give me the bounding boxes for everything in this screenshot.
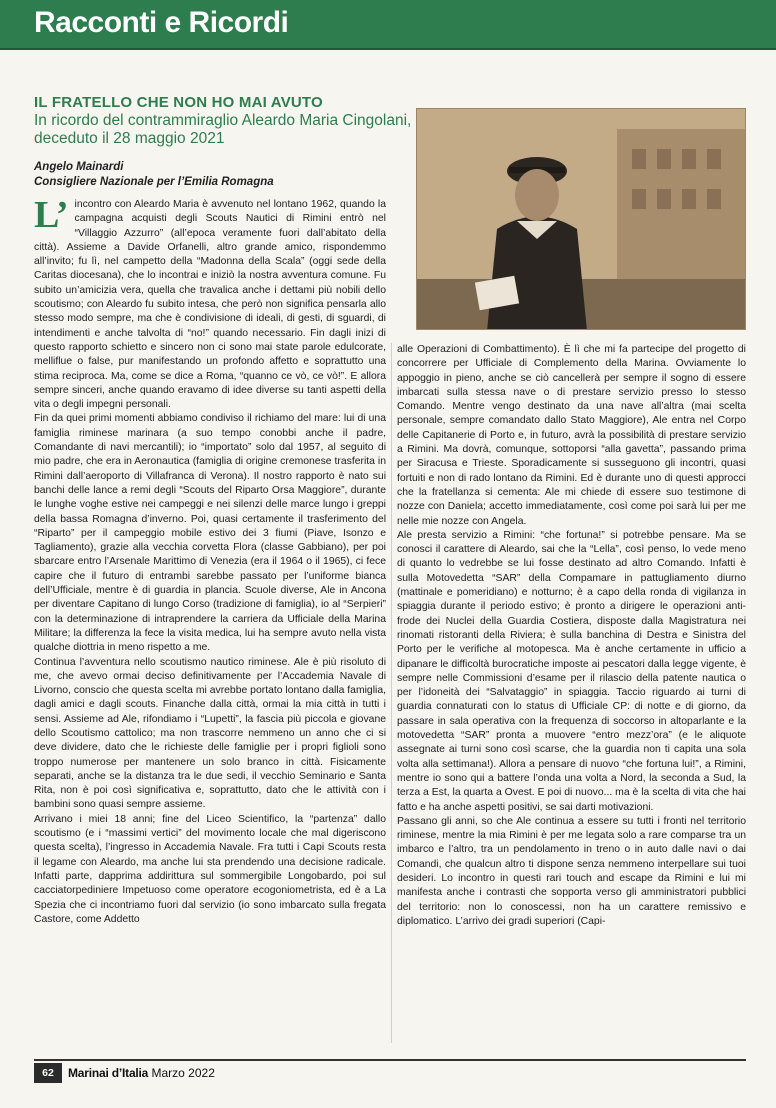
paragraph: Ale presta servizio a Rimini: “che fortuna!” si potrebbe pensare. Ma se conosci il carattere di Aleardo, sai che la “Lella”, così penso, lo vede meno di quanto lo vedrebbe se lui fosse destinato ad altro Comando. Infatti è sulla Motovedetta “SAR” della Compamare in pattugliamento diurno (mattinale e pomeridiano) e notturno; è a capo della ronda di vigilanza in spiaggia durante il periodo estivo; è pronto a dirigere le operazioni anti-frode dei Nuclei della Guardia Costiera, disposte dalla Magistratura nei rinomati ristoranti della Riviera; è sulla banchina di Destra e Sinistra del Porto per le verifiche al motopesca. Ma è anche certamente in ufficio a dipanare le difficoltà burocratiche imposte ai pescatori dalla legge vigente, è sempre nelle Commissioni d’esame per il rilascio della patente nautica o per l’idoneità dei “Salvataggio” in spiaggia. Taccio riguardo ai turni di guardia connaturati con lo status di Ufficiale CP: di notte e di giorno, da passare in sala operativa con la frequenza di soccorso in altoparlante e la motovedetta “SAR” pronta a muovere “entro mezz’ora” (e le aliquote assegnate ai turni sono così scarse, che la guardia non ti capita una sola volta alla settimana!). Allora a pensare di nuovo “che fortuna lui!”, a Rimini, mentre io sono qui a battere l’onda una volta a Nord, la seconda a Sud, la terza a Est, la quarta a Ovest. E poi di nuovo... ma è la scelta di vita che hai fatto e ha anche aspetti positivi, se sai darti motivazioni. (397, 529, 746, 813)
portrait-photo (416, 108, 746, 330)
paragraph: Continua l’avventura nello scoutismo nautico riminese. Ale è più risoluto di me, che avevo ormai deciso definitivamente per l’Accademia Navale di Livorno, conscio che questa scelta mi avrebbe portato lontano dalla famiglia, dagli amici e dagli scouts. Finanche dalla città, ormai la mia città in tutti i sensi. Assieme ad Ale, rifondiamo i “Lupetti”, la fascia più piccola e giovane dello Scoutismo cattolico; ma non trascorre nemmeno un anno che ci si deve dividere, dato che le richieste delle famiglie per i propri figlioli sono troppo numerose per mantenere un solo branco in città. Fisicamente separati, anche se la distanza tra le due sedi, il vecchio Seminario e Santa Rita, non è poi così significativa e, soprattutto, dato che le attività con i bambini sono quasi sempre assieme. (34, 656, 386, 811)
paragraph: Passano gli anni, so che Ale continua a essere su tutti i fronti nel territorio riminese, mentre la mia Rimini è per me legata solo a rare comparse tra un imbarco e l’altro, tra un pendolamento in treno o in auto dalle navi o dai Comandi, che qualcun altro ti dispone senza nemmeno interpellare sui tuoi desideri. Lo incontro in questi rari touch and escape da Rimini e lui mi manifesta anche i contrasti che sopporta verso gli amministratori pubblici del territorio: non lo conoscessi, non ha un carattere remissivo e diplomatico. L’arrivo dei gradi superiori (Capi- (397, 815, 746, 927)
footer-rule (34, 1059, 746, 1061)
drop-cap: L’ (34, 198, 69, 236)
article-subtitle: In ricordo del contrammiraglio Aleardo Maria Cingolani, deceduto il 28 maggio 2021 (34, 112, 412, 147)
article-column-right (397, 343, 746, 1043)
section-banner (0, 0, 776, 50)
article-headline (34, 94, 414, 148)
paragraph: Arrivano i miei 18 anni; fine del Liceo Scientifico, la “partenza” dallo scoutismo (e i “massimi vertici” del movimento locale che mal digeriscono questa scelta), l’ingresso in Accademia Navale. Fra tutti i Capi Scouts resta il legame con Aleardo, ma anche lui sta prendendo una decisione radicale. Infatti parte, dapprima addirittura sul sommergibile Longobardo, poi sul cacciatorpediniere Impetuoso come operatore ecogoniometrista, ed è a La Spezia che ci incontriamo fuori dal servizio (io sono imbarcato sulla fregata Castore, come Addetto (34, 813, 386, 925)
paragraph: incontro con Aleardo Maria è avvenuto nel lontano 1962, quando la campagna acquisti degli Scouts Nautici di Rimini entrò nel “Villaggio Azzurro” (all’epoca veramente fuori dall’abitato della città). Assieme a Davide Orfanelli, altro grande amico, rispondemmo all’invito; fu lì, nel campetto della “Madonna della Scala” (oggi sede della Caritas diocesana), che lo incontrai e iniziò la nostra avventura comune. Fu subito un’amicizia vera, quella che travalica anche i dettami più nobili dello scoutismo; con Aleardo fu subito intesa, che però non significa pensarla allo stesso modo sempre, ma che è condivisione di ideali, di gesti, di sguardi, di intendimenti e anche talvolta di “no!” quando necessario. Fin dagli inizi di questo rapporto schietto e sincero non ci sono mai state parole edulcorate, mellifluе o false, pur manifestando un profondo affetto e soprattutto una stima reciproca. Ma, come se dice a Roma, “quanno ce vò, ce vò!”. E allora sempre sinceri, anche quando eravamo di idee diverse su tanti aspetti della vita o degli impegni personali. (34, 199, 386, 411)
footer-credit (68, 1064, 215, 1082)
page-number: 62 (34, 1063, 62, 1083)
column-divider (391, 343, 392, 1043)
paragraph: Fin da quei primi momenti abbiamo condiviso il richiamo del mare: lui di una famiglia riminese marinara (a suo tempo conobbi anche il padre, Comandante di navi mercantili); io “importato” solo dal 1957, al seguito di mio padre, che era in Aeronautica (famiglia di origine cremonese trasferita in Rimini dall’aeroporto di Villafranca di Verona). Il nostro rapporto è nato sui banchi delle lance a remi degli “Scouts del Riparto Orsa Maggiore”, durante le lunghe voghe estive nei campeggi e nei silenzi delle marce lungo i greppi della bassa Romagna d’inverno. Poi, quasi certamente il trasferimento del “Riparto” per il campeggio mobile estivo dei 3 fiumi (Piave, Isonzo e Tagliamento), grazie alla vecchia corvetta Flora (classe Gabbiano), per poi sbarcare entro l’Arsenale Marittimo di Venezia (era il 1964 o il 1965), ci fece capire che il futuro di entrambi sarebbe passato per l’uniforme bianca dell’Ufficiale, mentre è di guardia in plancia. Scuole diverse, Ale in Ancona per diventare Capitano di lungo Corso (tradizione di famiglia), io al “Serpieri” con la determinazione di intraprendere la carriera da Ufficiale della Marina Militare; la differenza la fece la visita medica, lui ha sempre avuto nella vista qualche diottria in meno rispetto a me. (34, 413, 386, 654)
author-role: Consigliere Nazionale per l’Emilia Romagna (34, 176, 274, 188)
portrait-illustration (417, 109, 746, 330)
author-block (34, 160, 414, 190)
author-name: Angelo Mainardi (34, 161, 124, 173)
article-column-left (34, 198, 386, 1038)
article-title: IL FRATELLO CHE NON HO MAI AVUTO (34, 94, 323, 111)
magazine-name: Marinai d’Italia (68, 1066, 149, 1080)
paragraph: alle Operazioni di Combattimento). È lì che mi fa partecipe del progetto di concorrere per Ufficiale di Complemento della Marina. Ovviamente lo appoggio in pieno, anche se ciò cancellerà per sempre il sogno di essere imbarcati sulla stessa nave o di prestare servizio presso lo stesso Comando. Mentre vengo destinato da una nave all’altra (mai scelta personale, sempre comandato dallo Stato Maggiore), Ale entra nel Corpo delle Capitanerie di Porto e, in futuro, avrà la possibilità di prestare servizio a Rimini. Ma dovrà, comunque, sottoporsi “alla gavetta”, passando prima per Siracusa e Trieste. Sporadicamente si susseguono gli incontri, quasi fortuiti e non di rado lontano da Rimini. Ed è durante uno di questi approcci che la fratellanza si cementa: Ale mi chiede di essere suo testimone di nozze con Daniela; accetto immediatamente, così come poi sarà lui per me nelle mie nozze con Angela. (397, 344, 746, 527)
issue-date: Marzo 2022 (151, 1066, 215, 1080)
section-title: Racconti e Ricordi (34, 6, 289, 39)
